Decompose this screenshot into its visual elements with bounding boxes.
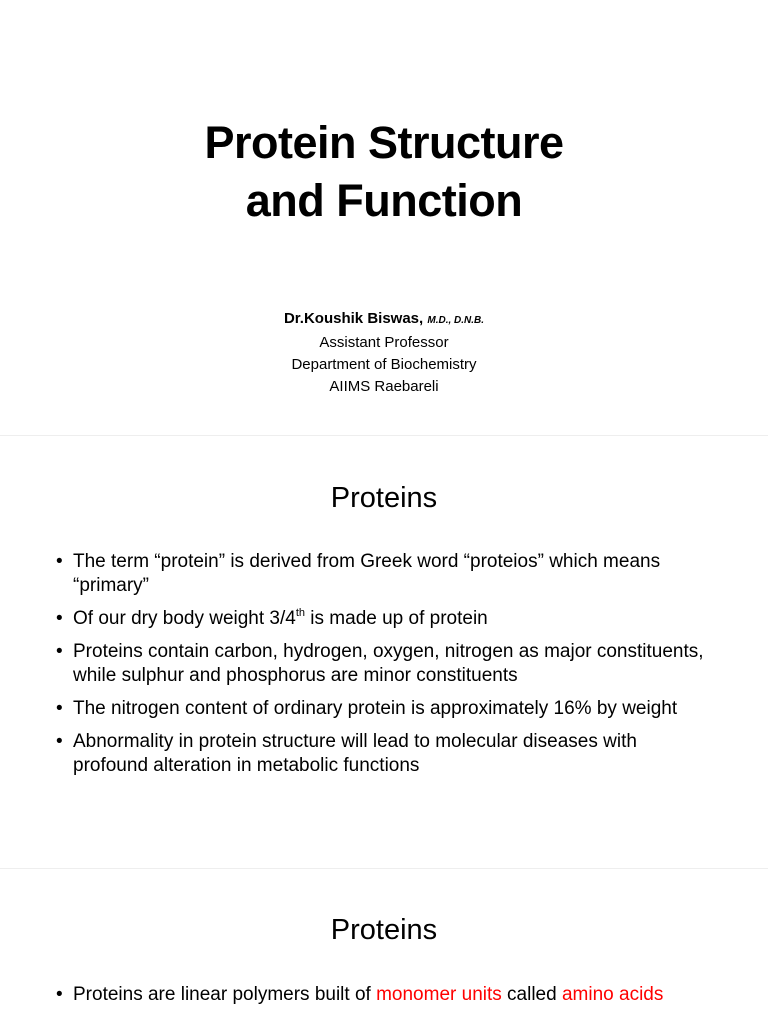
title-slide (0, 0, 768, 435)
superscript: th (295, 606, 306, 619)
author-department: Department of Biochemistry (291, 356, 477, 373)
bullet-text: Abnormality in protein structure will lead to molecular diseases with profound alteration in metabolic functions (73, 731, 637, 776)
title-line-2: and Function (245, 175, 523, 226)
title-line-1: Protein Structure (204, 117, 564, 168)
slide-title: Proteins (330, 914, 438, 946)
bullet-text: Proteins are linear polymers built of (73, 984, 377, 1005)
author-name: Dr.Koushik Biswas, (283, 310, 424, 327)
bullet-text: Proteins contain carbon, hydrogen, oxygen, nitrogen as major constituents, while sulphur and phosphorus are minor constituents (73, 641, 704, 686)
bullet-text: is made up of protein (305, 608, 488, 629)
bullet-text: Of our dry body weight 3/4 (73, 608, 296, 629)
bullet-text: called (501, 984, 562, 1005)
bullet-icon: • (56, 551, 63, 572)
bullet-icon: • (56, 641, 63, 662)
bullet-item (56, 983, 716, 1007)
highlighted-term: amino acids (561, 984, 664, 1005)
bullet-icon: • (56, 731, 63, 752)
author-institution: AIIMS Raebareli (329, 378, 439, 395)
author-degrees: M.D., D.N.B. (427, 315, 485, 326)
bullet-icon: • (56, 608, 63, 629)
highlighted-term: monomer units (376, 984, 502, 1005)
author-position: Assistant Professor (319, 334, 449, 351)
author-info (0, 308, 768, 398)
presentation-title (0, 114, 768, 230)
bullet-text: The term “protein” is derived from Greek word “proteios” which means “primary” (73, 551, 661, 596)
bullet-item (56, 640, 716, 688)
bullet-icon: • (56, 698, 63, 719)
author-name-line (0, 308, 768, 332)
bullet-icon: • (56, 984, 63, 1005)
proteins-slide-1 (0, 435, 768, 869)
bullet-item (56, 607, 716, 631)
slide-title: Proteins (330, 482, 438, 514)
bullet-list (56, 550, 716, 787)
bullet-text: The nitrogen content of ordinary protein is approximately 16% by weight (73, 698, 678, 719)
proteins-slide-2 (0, 868, 768, 1025)
bullet-list (56, 983, 716, 1016)
bullet-item (56, 550, 716, 598)
bullet-item (56, 697, 716, 721)
bullet-item (56, 730, 716, 778)
